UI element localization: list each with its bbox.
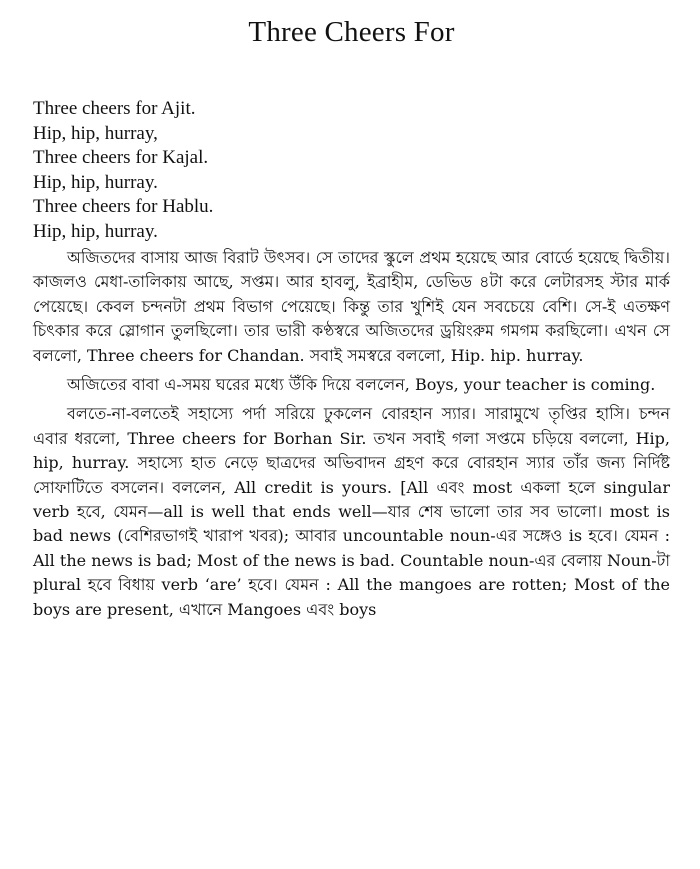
poem-line: Hip, hip, hurray, [33,122,158,144]
poem-line: Three cheers for Hablu. [33,196,214,217]
poem-line: Hip, hip, hurray. [33,171,158,193]
poem-line: Three cheers for Kajal. [33,147,209,168]
poem-block [33,97,670,244]
poem-line: Hip, hip, hurray. [33,220,158,242]
body-paragraph: অজিতের বাবা এ-সময় ঘরের মধ্যে উঁকি দিয়ে বললেন, Boys, your teacher is coming. [67,375,656,395]
body-paragraph: অজিতদের বাসায় আজ বিরাট উৎসব। সে তাদের স্কুলে প্রথম হয়েছে আর বোর্ডে হয়েছে দ্বিতীয়। কাজলও মেধা-তালিকায় আছে, সপ্তম। আর হাবলু, ইব্রাহীম, ডেভিড ৪টা করে লেটারসহ স্টার মার্ক পেয়েছে। কেবল চন্দনটা প্রথম বিভাগ পেয়েছে। কিন্তু তার খুশিই যেন সবচেয়ে বেশি। সে-ই এতক্ষণ চিৎকার করে স্লোগান তুলছিলো। তার ভারী কণ্ঠস্বরে অজিতদের ড্রয়িংরুম গমগম করছিলো। এখন সে বললো, Three cheers for Chandan. সবাই সমস্বরে বললো, Hip. hip. hurray. [33,248,670,365]
body-paragraph: বলতে-না-বলতেই সহাস্যে পর্দা সরিয়ে ঢুকলেন বোরহান স্যার। সারামুখে তৃপ্তির হাসি। চন্দন এবার ধরলো, Three cheers for Borhan Sir. তখন সবাই গলা সপ্তমে চড়িয়ে বললো, Hip, hip, hurray. সহাস্যে হাত নেড়ে ছাত্রদের অভিবাদন গ্রহণ করে বোরহান স্যার তাঁর জন্য নির্দিষ্ট সোফাটিতে বসলেন। বললেন, All credit is yours. [All এবং most একলা হলে singular verb হবে, যেমন—all is well that ends well—যার শেষ ভালো তার সব ভালো। most is bad news (বেশিরভাগই খারাপ খবর); আবার uncountable noun-এর সঙ্গেও is হবে। যেমন : All the news is bad; Most of the news is bad. Countable noun-এর বেলায় Noun-টা plural হবে বিধায় verb ‘are’ হবে। যেমন : All the mangoes are rotten; Most of the boys are present, এখানে Mangoes এবং boys [33,404,670,619]
page-title: Three Cheers For [248,16,455,48]
poem-line: Three cheers for Ajit. [33,98,196,119]
